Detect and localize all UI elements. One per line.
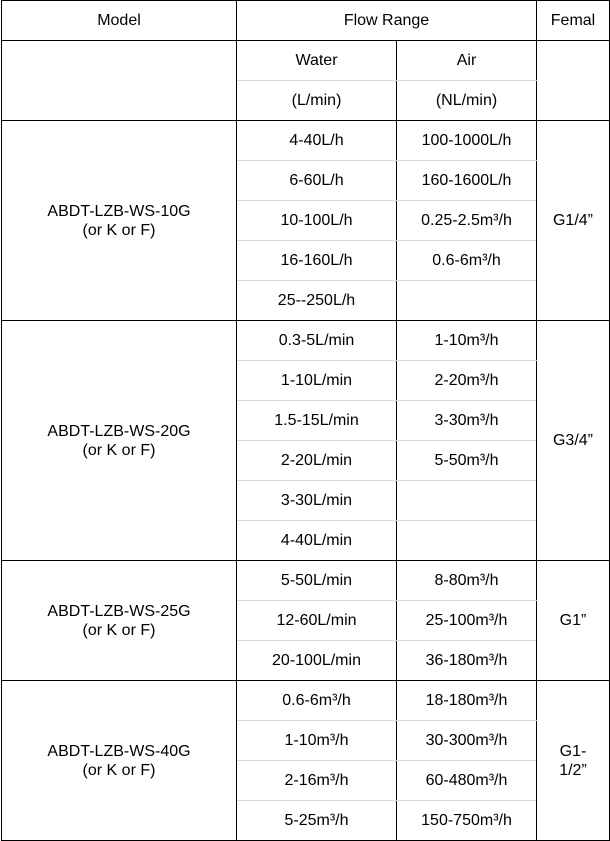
- air-range-cell: 160-1600L/h: [397, 161, 537, 201]
- water-range-cell: 2-16m³/h: [237, 761, 397, 801]
- header-air: Air: [397, 41, 537, 81]
- model-variant: (or K or F): [82, 221, 156, 239]
- header-female: Femal: [537, 1, 610, 41]
- water-range-cell: 3-30L/min: [237, 481, 397, 521]
- female-thread-cell: [537, 121, 610, 321]
- model-cell: [2, 121, 237, 321]
- header-water: Water: [237, 41, 397, 81]
- air-range-cell: 25-100m³/h: [397, 601, 537, 641]
- thread-size: G1-: [559, 742, 587, 760]
- air-range-cell: 3-30m³/h: [397, 401, 537, 441]
- model-name: ABDT-LZB-WS-25G: [47, 602, 191, 620]
- table-row: [2, 561, 610, 601]
- air-range-cell: 0.6-6m³/h: [397, 241, 537, 281]
- air-range-cell: 8-80m³/h: [397, 561, 537, 601]
- header-air-unit: (NL/min): [397, 81, 537, 121]
- water-range-cell: 16-160L/h: [237, 241, 397, 281]
- water-range-cell: 25--250L/h: [237, 281, 397, 321]
- female-thread-cell: [537, 561, 610, 681]
- water-range-cell: 5-25m³/h: [237, 801, 397, 841]
- flow-range-table: [1, 0, 610, 841]
- water-range-cell: 1-10L/min: [237, 361, 397, 401]
- model-variant: (or K or F): [82, 621, 156, 639]
- table-row: [2, 681, 610, 721]
- air-range-cell: [397, 521, 537, 561]
- water-range-cell: 20-100L/min: [237, 641, 397, 681]
- air-range-cell: 100-1000L/h: [397, 121, 537, 161]
- model-variant: (or K or F): [82, 441, 156, 459]
- water-range-cell: 4-40L/h: [237, 121, 397, 161]
- air-range-cell: 30-300m³/h: [397, 721, 537, 761]
- water-range-cell: 1-10m³/h: [237, 721, 397, 761]
- water-range-cell: 12-60L/min: [237, 601, 397, 641]
- table-row: [2, 121, 610, 161]
- thread-size: G1”: [559, 612, 587, 629]
- air-range-cell: 0.25-2.5m³/h: [397, 201, 537, 241]
- water-range-cell: 4-40L/min: [237, 521, 397, 561]
- model-variant: (or K or F): [82, 761, 156, 779]
- water-range-cell: 6-60L/h: [237, 161, 397, 201]
- table-row: [2, 321, 610, 361]
- header-flow-range: Flow Range: [237, 1, 537, 41]
- air-range-cell: 1-10m³/h: [397, 321, 537, 361]
- water-range-cell: 0.3-5L/min: [237, 321, 397, 361]
- water-range-cell: 2-20L/min: [237, 441, 397, 481]
- water-range-cell: 5-50L/min: [237, 561, 397, 601]
- female-thread-cell: [537, 321, 610, 561]
- subheader-row: [2, 41, 610, 81]
- model-cell: [2, 681, 237, 841]
- subheader-female-empty: [537, 41, 610, 121]
- air-range-cell: [397, 281, 537, 321]
- water-range-cell: 0.6-6m³/h: [237, 681, 397, 721]
- water-range-cell: 10-100L/h: [237, 201, 397, 241]
- model-cell: [2, 561, 237, 681]
- thread-size-cont: 1/2”: [559, 761, 587, 779]
- air-range-cell: 18-180m³/h: [397, 681, 537, 721]
- model-cell: [2, 321, 237, 561]
- air-range-cell: 60-480m³/h: [397, 761, 537, 801]
- header-row: [2, 1, 610, 41]
- header-model: Model: [2, 1, 237, 41]
- header-water-unit: (L/min): [237, 81, 397, 121]
- thread-size: G3/4”: [552, 432, 593, 449]
- thread-size: G1/4”: [552, 212, 593, 229]
- water-range-cell: 1.5-15L/min: [237, 401, 397, 441]
- air-range-cell: 150-750m³/h: [397, 801, 537, 841]
- air-range-cell: 5-50m³/h: [397, 441, 537, 481]
- subheader-model-empty: [2, 41, 237, 121]
- model-name: ABDT-LZB-WS-40G: [47, 742, 191, 760]
- air-range-cell: 36-180m³/h: [397, 641, 537, 681]
- female-thread-cell: [537, 681, 610, 841]
- air-range-cell: 2-20m³/h: [397, 361, 537, 401]
- model-name: ABDT-LZB-WS-10G: [47, 202, 191, 220]
- air-range-cell: [397, 481, 537, 521]
- model-name: ABDT-LZB-WS-20G: [47, 422, 191, 440]
